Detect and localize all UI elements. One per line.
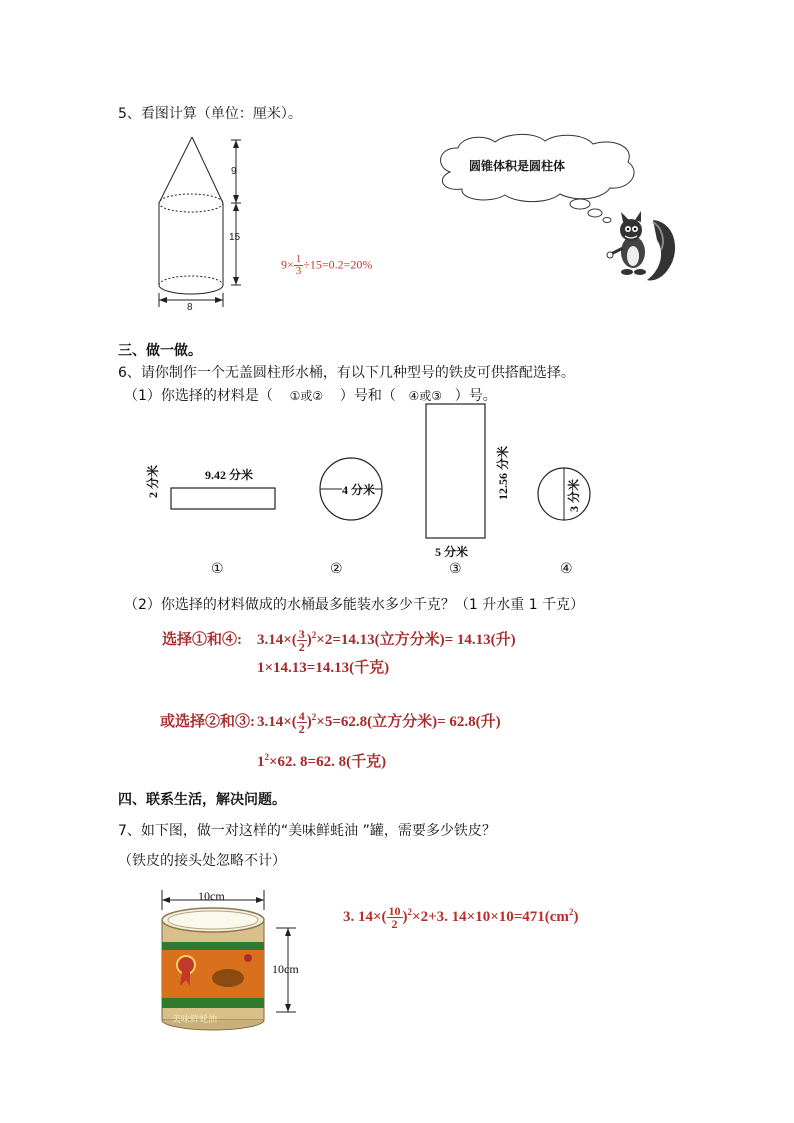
material-3-rectangle xyxy=(426,404,485,538)
fraction-denominator: 2 xyxy=(298,640,305,655)
dim-cone-height: 9 xyxy=(231,166,237,177)
q6-answer-1-fraction xyxy=(297,628,307,653)
section-3-heading: 三、做一做。 xyxy=(118,343,202,359)
q6-part1-middle: ）号和（ xyxy=(339,388,396,404)
q6-part1-prefix: （1）你选择的材料是（ xyxy=(124,388,273,404)
q6-answer-2-line2-a: 1 xyxy=(257,754,265,770)
q7-intro: 7、如下图，做一对这样的“美味鲜蚝油 ”罐，需要多少铁皮？ xyxy=(118,823,496,839)
material-1-length: 9.42 分米 xyxy=(205,468,254,482)
q5-title: 5、看图计算（单位：厘米）。 xyxy=(118,106,302,122)
q6-answer-1-label: 选择①和④: xyxy=(162,632,242,648)
fraction-numerator: 4 xyxy=(298,709,305,724)
material-2-diameter: 4 分米 xyxy=(342,483,376,497)
q6-answer-2-expr-a: 3.14×( xyxy=(257,714,297,730)
q5-answer-prefix: 9× xyxy=(281,257,294,272)
q6-answer-1-line2: 1×14.13=14.13(千克) xyxy=(257,660,390,676)
q6-answer-2-expr-c: ×5=62.8(立方分米)= 62.8(升) xyxy=(316,714,501,730)
can-height-label: 10cm xyxy=(272,962,299,976)
q6-part2: （2）你选择的材料做成的水桶最多能装水多少千克？（1 升水重 1 千克） xyxy=(124,597,585,613)
fraction-denominator: 3 xyxy=(295,265,302,277)
material-4-number: ④ xyxy=(560,561,573,577)
fraction-numerator: 3 xyxy=(298,627,305,642)
q6-answer-2-label: 或选择②和③: xyxy=(160,714,255,730)
can-label-text: 美味鲜蚝油 xyxy=(172,1015,218,1025)
q6-answer-1 xyxy=(162,618,516,657)
q6-part1-answer1: ①或② xyxy=(289,389,324,403)
q6-answer-1-expr-c: ×2=14.13(立方分米)= 14.13(升) xyxy=(316,632,516,648)
material-3-number: ③ xyxy=(449,561,462,577)
q7-answer-fraction xyxy=(387,905,403,930)
material-3-width: 5 分米 xyxy=(435,545,469,559)
q5-answer-suffix: ÷15=0.2=20% xyxy=(303,257,373,272)
q6-answer-2-line2-exponent: 2 xyxy=(264,752,269,762)
material-4-diameter: 3 分米 xyxy=(567,478,581,512)
dim-cylinder-height: 15 xyxy=(229,232,241,243)
q6-part1-suffix: ）号。 xyxy=(454,388,497,404)
bubble-text: 圆锥体积是圆柱体 xyxy=(469,159,566,173)
dim-diameter: 8 xyxy=(187,302,193,313)
q6-answer-2-fraction xyxy=(297,710,307,735)
material-1-width: 2 分米 xyxy=(146,464,160,498)
q7-answer-expr-c: ×2+3. 14×10×10=471(cm xyxy=(412,909,569,925)
fraction-denominator: 2 xyxy=(391,917,398,932)
q6-answer-2-expr-b: ) xyxy=(306,714,312,730)
q7-answer-expr-d: ) xyxy=(573,909,579,925)
can-width-label: 10cm xyxy=(198,889,225,903)
q7-answer-expr-b: ) xyxy=(402,909,408,925)
q7-answer-exponent: 2 xyxy=(407,907,413,917)
material-3-height: 12.56 分米 xyxy=(496,445,510,500)
q7-answer xyxy=(343,895,578,934)
q6-answer-2-line2-b: ×62. 8=62. 8(千克) xyxy=(269,754,387,770)
q7-answer-expr-a: 3. 14×( xyxy=(343,909,387,925)
material-1-number: ① xyxy=(211,561,224,577)
fraction-numerator: 1 xyxy=(295,253,302,265)
q6-answer-2-exponent: 2 xyxy=(311,712,317,722)
q7-note: （铁皮的接头处忽略不计） xyxy=(118,853,286,869)
section-4-heading: 四、联系生活，解决问题。 xyxy=(118,792,286,808)
q6-intro: 6、请你制作一个无盖圆柱形水桶，有以下几种型号的铁皮可供搭配选择。 xyxy=(118,365,575,381)
q6-part1-answer2: ④或③ xyxy=(408,389,443,403)
fraction-numerator: 10 xyxy=(388,904,401,919)
q6-answer-2 xyxy=(160,700,501,739)
q6-answer-2-line2 xyxy=(257,750,386,771)
q6-answer-1-expr-b: ) xyxy=(306,632,312,648)
q6-answer-1-expr-a: 3.14×( xyxy=(257,632,297,648)
q7-answer-unit-exponent: 2 xyxy=(568,907,574,917)
q6-answer-1-exponent: 2 xyxy=(311,630,317,640)
fraction-denominator: 2 xyxy=(298,722,305,737)
material-1-rectangle xyxy=(171,488,275,509)
material-2-number: ② xyxy=(330,561,343,577)
